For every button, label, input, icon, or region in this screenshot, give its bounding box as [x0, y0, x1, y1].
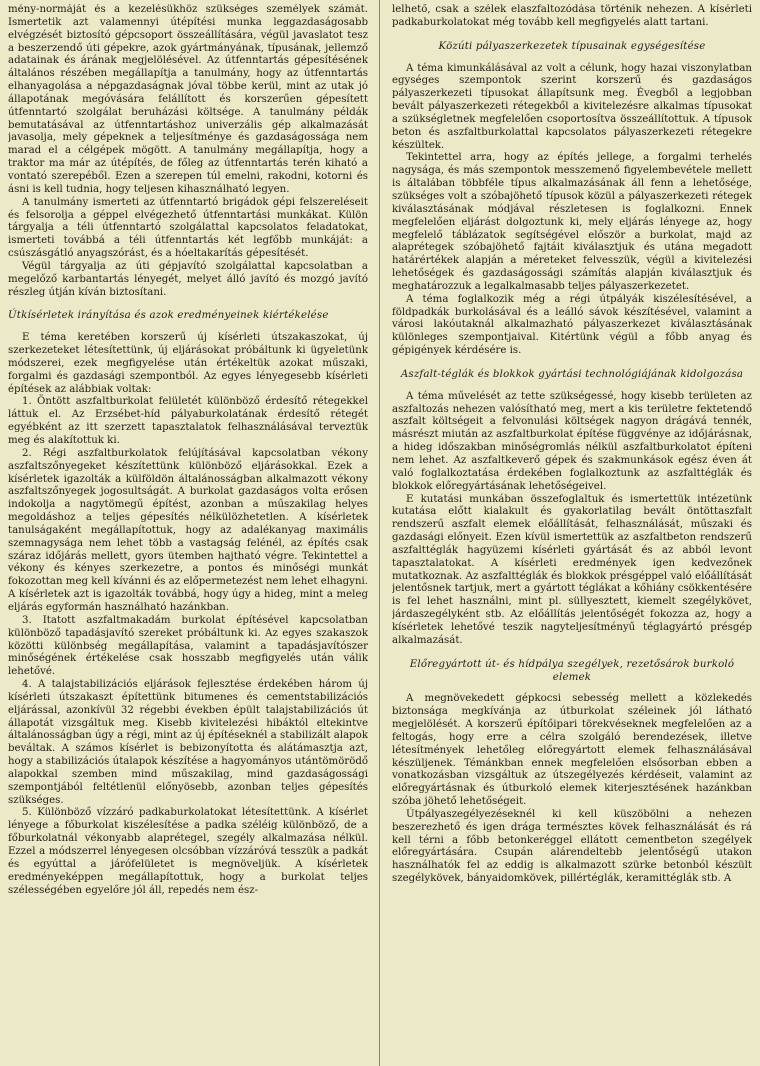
paragraph: E téma keretében korszerű új kísérleti útszakaszokat, új szerkezeteket létesítettünk, új eljárásokat próbáltunk ki ügyeletünk módszerei, ezek megfigyelése után értékeltük azokat műszaki, forgalmi és gazdasági szempontból. Az egyes lényegesebb kísérleti építések az alábbiak voltak: [8, 332, 368, 395]
list-item: 3. Itatott aszfaltmakadám burkolat építésével kapcsolatban különböző tapadásjavító szereket próbáltunk ki. Az egyes szakaszok közötti különbség megállapítása, valamint a tapadásjavítószer minőségének értékelése csak hosszabb megfigyelés után válik lehetővé. [8, 614, 368, 678]
section-heading: Aszfalt-téglák és blokkok gyártási technológiájának kidolgozása [400, 368, 744, 380]
left-column [8, 4, 368, 1064]
right-column [392, 4, 752, 1064]
paragraph: mény-normáját és a kezelésükhöz szükséges személyek számát. Ismertetik azt valamennyi útépítési munka leggazdaságosabb elvégzését biztosító gépcsoport összeállítására, végül javaslatot tesz a beszerzendő úti gépekre, azok gyártmányának, típusának, jellemző adatainak és árának megjelölésével. Az útfenntartás gépesítésének általános részében megállapítja a tanulmány, hogy az útfenntartás elhanyagolása a népgazdaságnak jóval többe kerül, mint az utak jó állapotának megóvására felállított és korszerűen gépesített útfenntartó szolgálat beruházási költsége. A tanulmány példák bemutatásával az útfenntartáshoz univerzális gép alkalmazását javasolja, mely gépeknek a teljesítménye és gazdaságossága nem marad el a célgépek mögött. A tanulmány megállapítja, hogy a traktor ma már az útépítés, de főleg az útfenntartás terén kiható a vontató szerepéből. Ezen a szerepen túl emelni, rakodni, kotorni és ásni is kell tudnia, hogy teljesen kihasználható legyen. [8, 4, 368, 195]
section-heading: Előregyártott út- és hídpálya szegélyek, rezetősárok burkoló elemek [409, 658, 735, 683]
column-divider [379, 0, 380, 1066]
paragraph: A téma foglalkozik még a régi útpályák kiszélesítésével, a földpadkák burkolásával és a leálló sávok készítésével, valamint a városi lakóutaknál alkalmazható pályaszerkezet kiválasztásának különleges szempontjaival. Kitértünk végül a főbb anyag és gépigények kérdésére is. [392, 293, 752, 357]
list-item: 4. A talajstabilizációs eljárások fejlesztése érdekében három új kísérleti útszakaszt építettünk bitumenes és cementstabilizációs eljárással, azonkívül 32 régebbi években épült talajstabilizációs út állapotát vizsgáltuk meg. Kisebb kivitelezési hibáktól eltekintve általánosságban úgy a régi, mint az új építéseknél a stabilizált alapok beváltak. A számos kísérlet is bebizonyította és alátámasztja azt, hogy a stabilizációs útalapok készítése a hagyományos utántömörödő alapokkal szemben mind műszakilag, mind gazdaságossági szempontjából feltétlenül előnyösebb, azonban teljes gépesítés szükséges. [8, 679, 368, 806]
paragraph: Útpályaszegélyezéseknél ki kell küszöbölni a nehezen beszerezhető és igen drága természtes kövek felhasználását és rá kell térni a főbb betonkeréggel ellátott cementbeton szegélyek előregyártására. Csupán alárendeltebb jelentőségű utakon használhatók fel az eddig is alkalmazott szürke betonból készült szegélykövek, bányaidomkövek, pillértéglák, keramittéglák stb. A [392, 808, 752, 885]
section-heading: Közúti pályaszerkezetek típusainak egységesítése [438, 40, 706, 52]
section-heading: Útkísérletek irányítása és azok eredményeinek kiértékelése [8, 310, 329, 322]
paragraph: A téma művelését az tette szükségessé, hogy kisebb területen az aszfaltozás nehezen valósítható meg, mert a kis területre fektetendő aszfalt költségeit a felvonulási költségek nagyon drágává tennék, másrészt miután az aszfaltburkolat építése függvénye az időjárásnak, a hideg időszakban minőségromlás nélkül aszfaltburkolatot építeni nem lehet. Az aszfaltkeverő gépek és szakmunkások egész éven át való foglalkoztatása érdekében foglalkoztunk az aszfalttéglák és blokkok előregyártásának lehetőségeivel. [392, 390, 752, 492]
paragraph: Végül tárgyalja az úti gépjavító szolgálattal kapcsolatban a megelőző karbantartás lényegét, melyet álló javító és mozgó javító részleg útján kíván biztosítani. [8, 260, 368, 298]
list-item: 1. Öntött aszfaltburkolat felületét különböző érdesítő rétegekkel láttuk el. Az Erzsébet-híd pályaburkolatának érdesítő rétegét egyébként az itt szerzett tapasztalatok felhasználásával terveztük meg és alakítottuk ki. [8, 396, 368, 446]
paragraph: E kutatási munkában összefoglaltuk és ismertettük intézetünk kutatása előtt kialakult és gyakorlatilag bevált öntöttaszfalt rendszerű aszfalt elemek előállítását, felhasználását, műszaki és gazdasági előnyeit. Ezen kívül ismertettük az aszfaltbeton rendszerű aszfalttéglák hagyüzemi kísérleti gyártását és az abból levont tapasztalatokat. A kísérleti eredmények igen kedvezőnek mutatkoznak. Az aszfalttéglák és blokkok présgéppel való előállítását jelentősnek tartjuk, mert a gyártott téglákat a kőhiány csökkentésére is fel lehet használni, mint pl. süllyesztett, kiemelt szegélykövet, járdaszegélyként stb. Az előállítás jelentőségét fokozza az, hogy a kísérletek lehetővé teszik nagyteljesítményű téglagyártó présgép alkalmazását. [392, 493, 752, 646]
list-item: 5. Különböző vízzáró padkaburkolatokat létesítettünk. A kísérlet lényege a főburkolat kiszélesítése a padka széléig különböző, de a főburkolatnál vékonyabb alaprétegel, szegély alkalmazása nélkül. Ezzel a módszerrel lényegesen olcsóbban vízzáróvá tesszük a padkát és egyúttal a járófelületet is megnövelјük. A kísérletek eredményeképpen megállapítottuk, hogy a burkolat teljes szélességében egyelőre jól áll, repedés nem ész- [8, 807, 368, 896]
paragraph: A tanulmány ismerteti az útfenntartó brigádok gépi felszereléseit és felsorolja a géppel elvégezhető útfenntartási munkákat. Külön tárgyalja a téli útfenntartó szolgálattal kapcsolatos feladatokat, ismerteti továbbá a téli útfenntartás két legfőbb munkáját: a csúszásgátló anyagszórást, és a hóeltakarítás gépesítését. [8, 196, 368, 260]
paragraph: A téma kimunkálásával az volt a célunk, hogy hazai viszonylatban egységes szempontok szerint korszerű és gazdaságos pályaszerkezeti típusokat állapítsunk meg. Évegből a legjobban bevált pályaszerkezeti rétegekből a kivitelezésre alkalmas típusokat a szükségletnek megfelelően csoportosítva összeállítottuk. A típusok beton és aszfaltburkolattal kapcsolatos pályaszerkezeti rétegekre készültek. [392, 62, 752, 151]
paragraph: lelhető, csak a szélek elaszfaltozódása történik nehezen. A kísérleti padkaburkolatokat még tovább kell megfigyelés alatt tartani. [392, 4, 752, 28]
paragraph: Tekintettel arra, hogy az építés jellege, a forgalmi terhelés nagysága, és más szempontok messzemenő figyelembevétele mellett is általában többféle típus alkalmazásának áll fenn a lehetősége, szükséges volt a szóbajöhető típusok közül a pályaszerkezeti rétegek kiválasztásának módjával részletesen is foglalkozni. Ennek megfelelően eljárást dolgoztunk ki, mely eljárás lényege az, hogy megfelelő táblázatok segítségével először a burkolat, majd az alaprétegek szóbajöhető fajtáit kiválasztjuk és utána megadott határértékek alapján a méreteket felvesszük, végül a kivitelezési lehetőségek és gazdaságossági számítás alapján kiválasztjuk és meghatározzuk a legalkalmasabb teljes pályaszerkezetet. [392, 152, 752, 292]
paragraph: A megnövekedett gépkocsi sebesség mellett a közlekedés biztonsága megkívánja az útburkolat széleinek jól látható megjelölését. A korszerű építőipari törekvéseknek megfelelően az a feltogás, hogy erre a célra szolgáló berendezések, illetve létesítmények lehetőleg előregyártott elemek felhasználásával készüljenek. Témánkban ennek megfelelően elsősorban ebben a vonatkozásban vizsgáltuk az útszegélyezés kérdéseit, valamint az előregyártásnak és útburkoló elemek kiterjesztésének hazánkban szóba jöhető lehetőségeit. [392, 693, 752, 808]
list-item: 2. Régi aszfaltburkolatok felújításával kapcsolatban vékony aszfaltszőnyegeket készítettünk különböző eljárásokkal. Ezek a kísérletek igazolták a külföldön általánosságban alkalmazott vékony aszfaltszőnyegek jogosultságát. A burkolat gazdaságos volta erősen indokolja a nagytömegű építést, azonban a műszakilag helyes megoldáshoz a teljes gépesítés nélkülözhetetlen. A kísérletek tanulságaként megállapítottuk, hogy az adalékanyag maximális szemnagysága nem lehet több a vastagság felénél, az építés csak száraz időjárás mellett, gyors ütemben hajtható végre. Tekintettel a vékony és kényes szerkezetre, a pontos és minőségi munkát fokozottan meg kell kívánni és az előpermetezést nem lehet elhagyni. A kísérletek azt is igazolták továbbá, hogy úgy a hideg, mint a meleg eljárás egyformán használható hazánkban. [8, 447, 368, 613]
